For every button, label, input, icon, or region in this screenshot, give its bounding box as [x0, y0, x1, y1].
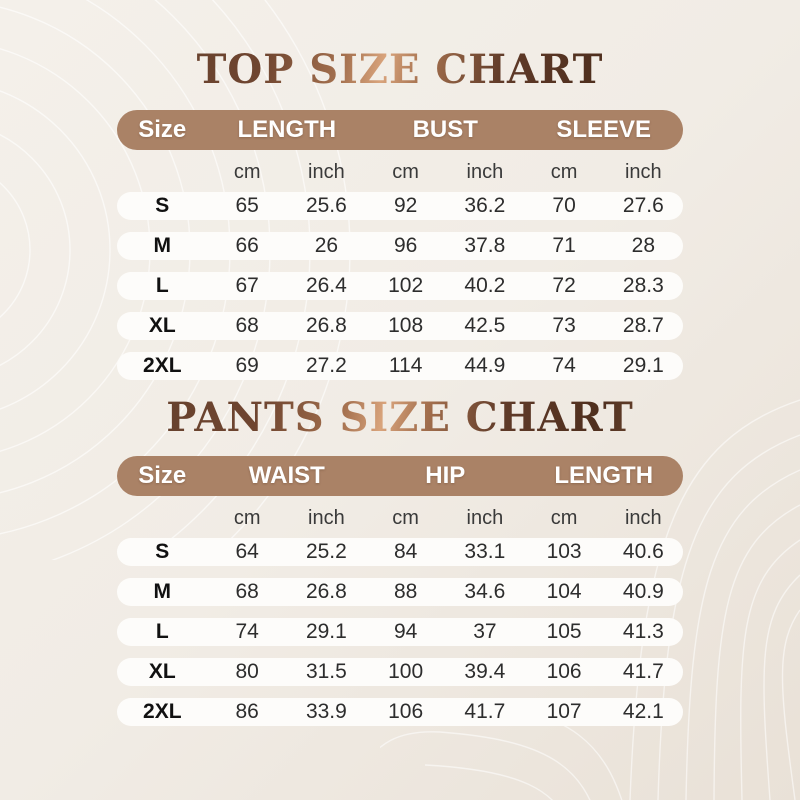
measurement-value: 34.6: [464, 580, 506, 603]
measurement-value: 114: [388, 354, 423, 377]
measurement-value: 26.8: [305, 580, 347, 603]
measurement-value: 94: [393, 620, 418, 643]
table-row: [117, 312, 683, 340]
size-label: XL: [148, 660, 176, 683]
unit-label: cm: [233, 506, 261, 529]
measurement-value: 27.6: [622, 194, 664, 217]
column-group-header-hip: HIP: [425, 462, 466, 489]
measurement-value: 31.5: [305, 660, 347, 683]
size-label: 2XL: [143, 700, 182, 723]
table-row: [117, 578, 683, 606]
measurement-value: 100: [388, 660, 424, 683]
unit-label: inch: [624, 160, 662, 183]
measurement-value: 44.9: [464, 354, 506, 377]
table-row: [117, 272, 683, 300]
column-group-header-length: LENGTH: [237, 116, 337, 143]
unit-label: cm: [392, 506, 419, 529]
measurement-value: 80: [235, 660, 259, 683]
top-size-chart-title: TOP SIZE CHART: [117, 44, 683, 96]
measurement-value: 68: [235, 314, 259, 337]
measurement-value: 74: [235, 620, 259, 643]
pants-chart-rows: [117, 538, 683, 726]
measurement-value: 26: [314, 234, 339, 257]
unit-label: inch: [466, 506, 504, 529]
pants-chart-header-row: [117, 456, 683, 496]
measurement-value: 27.2: [305, 354, 347, 377]
measurement-value: 28.7: [622, 314, 664, 337]
size-label: M: [153, 580, 172, 603]
measurement-value: 67: [235, 274, 259, 297]
measurement-value: 41.7: [464, 700, 506, 723]
size-column-header: Size: [138, 116, 187, 143]
measurement-value: 37: [473, 620, 497, 643]
measurement-value: 96: [393, 234, 418, 257]
table-row: [117, 232, 683, 260]
table-row: [117, 618, 683, 646]
measurement-value: 65: [235, 194, 259, 217]
unit-label: cm: [550, 160, 578, 183]
pants-size-chart-section: [117, 392, 683, 726]
unit-label: cm: [233, 160, 261, 183]
measurement-value: 29.1: [305, 620, 347, 643]
column-group-header-bust: BUST: [412, 116, 478, 143]
top-chart-rows: [117, 192, 683, 380]
unit-label: cm: [550, 506, 578, 529]
measurement-value: 29.1: [622, 354, 664, 377]
measurement-value: 36.2: [464, 194, 506, 217]
measurement-value: 33.9: [305, 700, 347, 723]
measurement-value: 70: [552, 194, 576, 217]
measurement-value: 69: [235, 354, 259, 377]
size-label: L: [155, 274, 169, 297]
top-chart-header-row: [117, 110, 683, 150]
size-label: S: [155, 194, 170, 217]
measurement-value: 26.4: [305, 274, 347, 297]
measurement-value: 25.6: [305, 194, 347, 217]
measurement-value: 84: [393, 540, 418, 563]
measurement-value: 102: [388, 274, 424, 297]
measurement-value: 42.1: [622, 700, 664, 723]
unit-label: cm: [392, 160, 419, 183]
measurement-value: 73: [552, 314, 576, 337]
table-row: [117, 538, 683, 566]
unit-label: inch: [624, 506, 662, 529]
pants-chart-units-row: [117, 504, 683, 532]
measurement-value: 104: [546, 580, 582, 603]
measurement-value: 106: [388, 700, 424, 723]
measurement-value: 71: [552, 234, 576, 257]
size-label: XL: [148, 314, 176, 337]
measurement-value: 103: [546, 540, 582, 563]
measurement-value: 28.3: [622, 274, 664, 297]
top-chart-units-row: [117, 158, 683, 186]
measurement-value: 74: [552, 354, 576, 377]
measurement-value: 40.6: [622, 540, 664, 563]
measurement-value: 25.2: [305, 540, 347, 563]
table-row: [117, 352, 683, 380]
measurement-value: 108: [388, 314, 424, 337]
measurement-value: 41.7: [622, 660, 664, 683]
measurement-value: 39.4: [464, 660, 506, 683]
measurement-value: 88: [393, 580, 418, 603]
measurement-value: 105: [546, 620, 582, 643]
measurement-value: 106: [546, 660, 582, 683]
measurement-value: 40.9: [622, 580, 664, 603]
measurement-value: 42.5: [464, 314, 506, 337]
pants-size-chart-title: PANTS SIZE CHART: [117, 392, 683, 444]
measurement-value: 86: [235, 700, 259, 723]
charts-column: [117, 0, 683, 726]
measurement-value: 33.1: [464, 540, 506, 563]
table-row: [117, 698, 683, 726]
measurement-value: 107: [546, 700, 582, 723]
unit-label: inch: [308, 506, 345, 529]
measurement-value: 26.8: [305, 314, 347, 337]
measurement-value: 92: [393, 194, 418, 217]
column-group-header-length: LENGTH: [554, 462, 654, 489]
size-label: 2XL: [143, 354, 182, 377]
size-label: L: [155, 620, 169, 643]
unit-label: inch: [466, 160, 504, 183]
top-size-chart-section: [117, 44, 683, 380]
table-row: [117, 192, 683, 220]
size-column-header: Size: [138, 462, 187, 489]
measurement-value: 64: [235, 540, 259, 563]
size-label: S: [155, 540, 170, 563]
measurement-value: 40.2: [464, 274, 506, 297]
measurement-value: 28: [631, 234, 656, 257]
size-label: M: [153, 234, 172, 257]
measurement-value: 37.8: [464, 234, 506, 257]
measurement-value: 41.3: [622, 620, 664, 643]
column-group-header-sleeve: SLEEVE: [556, 116, 652, 143]
measurement-value: 68: [235, 580, 259, 603]
column-group-header-waist: WAIST: [248, 462, 325, 489]
measurement-value: 66: [235, 234, 259, 257]
table-row: [117, 658, 683, 686]
measurement-value: 72: [552, 274, 576, 297]
unit-label: inch: [308, 160, 345, 183]
